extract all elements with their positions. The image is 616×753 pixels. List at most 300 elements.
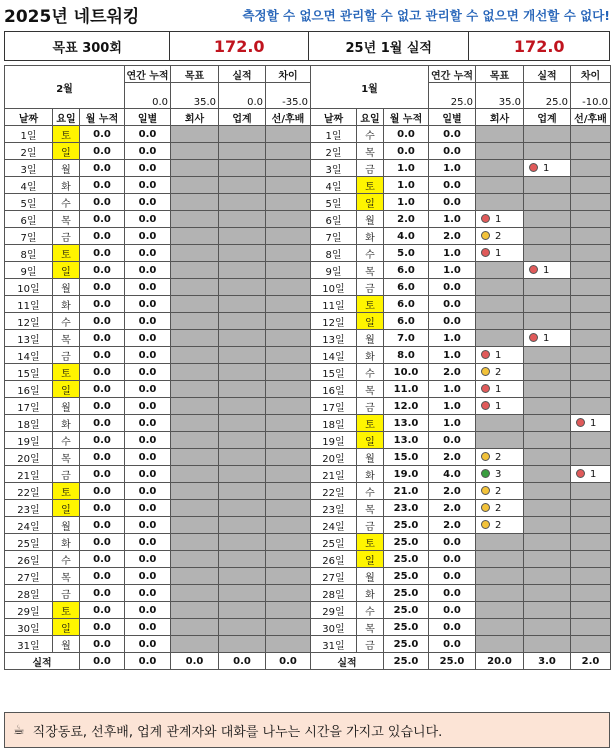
feb-month-cum-cell: 0.0 xyxy=(80,585,125,602)
table-row xyxy=(5,296,611,313)
feb-mentor-cell xyxy=(266,381,311,398)
jan-company-cell xyxy=(476,534,524,551)
feb-daily-cell: 0.0 xyxy=(125,262,171,279)
jan-weekday-cell: 수 xyxy=(357,364,384,381)
feb-mentor-cell xyxy=(266,466,311,483)
jan-weekday-cell: 월 xyxy=(357,449,384,466)
jan-weekday-cell: 일 xyxy=(357,432,384,449)
feb-date-cell: 10일 xyxy=(5,279,53,296)
feb-industry-cell xyxy=(219,177,266,194)
jan-industry-cell xyxy=(524,313,571,330)
feb-weekday-cell: 금 xyxy=(53,347,80,364)
feb-month-cum-cell: 0.0 xyxy=(80,262,125,279)
jan-mentor-cell xyxy=(571,398,611,415)
table-row xyxy=(5,466,611,483)
feb-weekday-cell: 목 xyxy=(53,211,80,228)
feb-mentor-cell xyxy=(266,245,311,262)
yellow-dot-icon xyxy=(481,367,490,376)
jan-mentor-cell xyxy=(571,551,611,568)
feb-month-cum-cell: 0.0 xyxy=(80,415,125,432)
red-dot-icon xyxy=(481,384,490,393)
jan-mentor-cell xyxy=(571,177,611,194)
feb-daily-cell: 0.0 xyxy=(125,194,171,211)
jan-date-cell: 30일 xyxy=(311,619,357,636)
jan-daily-cell: 0.0 xyxy=(429,296,476,313)
jan-company-cell xyxy=(476,126,524,143)
jan-month-cum-cell: 19.0 xyxy=(384,466,429,483)
feb-industry-cell xyxy=(219,415,266,432)
jan-date-cell: 4일 xyxy=(311,177,357,194)
table-row xyxy=(5,160,611,177)
jan-company-cell xyxy=(476,432,524,449)
table-row xyxy=(5,347,611,364)
jan-daily-cell: 0.0 xyxy=(429,568,476,585)
feb-mentor-cell xyxy=(266,330,311,347)
activity-count: 1 xyxy=(543,264,550,276)
feb-company-cell xyxy=(171,381,219,398)
jan-industry-cell xyxy=(524,415,571,432)
feb-industry-cell xyxy=(219,500,266,517)
jan-date-cell: 1일 xyxy=(311,126,357,143)
feb-industry-cell xyxy=(219,585,266,602)
table-row xyxy=(5,585,611,602)
jan-company-cell xyxy=(476,177,524,194)
feb-company-cell xyxy=(171,160,219,177)
feb-mentor-cell xyxy=(266,534,311,551)
feb-company-cell xyxy=(171,415,219,432)
jan-daily-cell: 2.0 xyxy=(429,517,476,534)
jan-date-cell: 6일 xyxy=(311,211,357,228)
activity-count: 1 xyxy=(495,400,502,412)
feb-date-cell: 9일 xyxy=(5,262,53,279)
jan-company-cell xyxy=(476,568,524,585)
jan-date-cell: 15일 xyxy=(311,364,357,381)
feb-company-cell xyxy=(171,534,219,551)
feb-daily-cell: 0.0 xyxy=(125,415,171,432)
feb-mentor-cell xyxy=(266,449,311,466)
feb-industry-cell xyxy=(219,449,266,466)
red-dot-icon xyxy=(529,163,538,172)
feb-industry-cell xyxy=(219,279,266,296)
jan-month-cum-cell: 25.0 xyxy=(384,517,429,534)
feb-company-cell xyxy=(171,245,219,262)
jan-month-cum-cell: 6.0 xyxy=(384,262,429,279)
feb-month-cum-cell: 0.0 xyxy=(80,551,125,568)
table-row xyxy=(5,313,611,330)
feb-month-cum-cell: 0.0 xyxy=(80,143,125,160)
jan-company-cell xyxy=(476,330,524,347)
feb-actual-label: 실적 xyxy=(219,66,266,83)
feb-mentor-cell xyxy=(266,551,311,568)
jan-month-cum-cell: 25.0 xyxy=(384,636,429,653)
feb-mentor-cell xyxy=(266,364,311,381)
total-row xyxy=(5,653,611,670)
jan-mentor-cell xyxy=(571,279,611,296)
jan-daily-cell: 4.0 xyxy=(429,466,476,483)
jan-company-cell xyxy=(476,619,524,636)
jan-month-cum-cell: 0.0 xyxy=(384,143,429,160)
jan-industry-cell xyxy=(524,381,571,398)
jan-daily-cell: 1.0 xyxy=(429,245,476,262)
jan-industry-cell xyxy=(524,500,571,517)
feb-mentor-cell xyxy=(266,296,311,313)
jan-month-cum-cell: 11.0 xyxy=(384,381,429,398)
jan-weekday-cell: 목 xyxy=(357,500,384,517)
feb-month-title: 2월 xyxy=(5,66,125,109)
feb-weekday-cell: 화 xyxy=(53,534,80,551)
feb-mentor-cell xyxy=(266,194,311,211)
feb-industry-cell xyxy=(219,143,266,160)
col-month-cum: 월 누적 xyxy=(80,109,125,126)
jan-daily-cell: 0.0 xyxy=(429,619,476,636)
jan-industry-cell xyxy=(524,449,571,466)
jan-month-cum-cell: 10.0 xyxy=(384,364,429,381)
jan-weekday-cell: 화 xyxy=(357,347,384,364)
jan-month-cum-cell: 15.0 xyxy=(384,449,429,466)
jan-date-cell: 17일 xyxy=(311,398,357,415)
jan-mentor-cell xyxy=(571,500,611,517)
feb-month-cum-cell: 0.0 xyxy=(80,228,125,245)
jan-company-cell xyxy=(476,551,524,568)
red-dot-icon xyxy=(576,469,585,478)
red-dot-icon xyxy=(576,418,585,427)
red-dot-icon xyxy=(481,401,490,410)
feb-date-cell: 22일 xyxy=(5,483,53,500)
feb-month-cum-cell: 0.0 xyxy=(80,636,125,653)
table-row xyxy=(5,636,611,653)
jan-industry-cell xyxy=(524,126,571,143)
jan-month-cum-cell: 1.0 xyxy=(384,177,429,194)
jan-date-cell: 28일 xyxy=(311,585,357,602)
feb-daily-cell: 0.0 xyxy=(125,602,171,619)
jan-daily-cell: 0.0 xyxy=(429,126,476,143)
jan-date-cell: 7일 xyxy=(311,228,357,245)
feb-weekday-cell: 토 xyxy=(53,602,80,619)
jan-mentor-cell xyxy=(571,194,611,211)
feb-industry-cell xyxy=(219,347,266,364)
goal-value: 172.0 xyxy=(170,32,309,60)
jan-daily-cell: 1.0 xyxy=(429,160,476,177)
yellow-dot-icon xyxy=(481,520,490,529)
table-row xyxy=(5,534,611,551)
jan-mentor-cell xyxy=(571,432,611,449)
col-daily: 일별 xyxy=(429,109,476,126)
jan-month-cum-cell: 25.0 xyxy=(384,619,429,636)
feb-weekday-cell: 화 xyxy=(53,177,80,194)
jan-daily-cell: 1.0 xyxy=(429,415,476,432)
feb-industry-cell xyxy=(219,364,266,381)
feb-date-cell: 7일 xyxy=(5,228,53,245)
jan-weekday-cell: 토 xyxy=(357,534,384,551)
jan-month-cum-cell: 25.0 xyxy=(384,534,429,551)
feb-weekday-cell: 일 xyxy=(53,262,80,279)
jan-date-cell: 13일 xyxy=(311,330,357,347)
feb-date-cell: 29일 xyxy=(5,602,53,619)
jan-industry-cell xyxy=(524,398,571,415)
jan-industry-cell xyxy=(524,619,571,636)
feb-date-cell: 21일 xyxy=(5,466,53,483)
feb-industry-cell xyxy=(219,568,266,585)
jan-mentor-cell xyxy=(571,143,611,160)
feb-company-cell xyxy=(171,296,219,313)
feb-daily-cell: 0.0 xyxy=(125,296,171,313)
feb-date-cell: 8일 xyxy=(5,245,53,262)
feb-daily-cell: 0.0 xyxy=(125,143,171,160)
feb-weekday-cell: 수 xyxy=(53,551,80,568)
feb-month-cum-cell: 0.0 xyxy=(80,330,125,347)
feb-weekday-cell: 월 xyxy=(53,398,80,415)
table-row xyxy=(5,364,611,381)
table-row xyxy=(5,279,611,296)
jan-weekday-cell: 월 xyxy=(357,211,384,228)
jan-company-cell xyxy=(476,347,524,364)
feb-mentor-cell xyxy=(266,313,311,330)
jan-weekday-cell: 월 xyxy=(357,568,384,585)
jan-mentor-cell xyxy=(571,228,611,245)
feb-company-cell xyxy=(171,194,219,211)
jan-daily-cell: 2.0 xyxy=(429,483,476,500)
feb-company-cell xyxy=(171,398,219,415)
jan-industry-cell xyxy=(524,347,571,364)
feb-industry-cell xyxy=(219,551,266,568)
feb-date-cell: 1일 xyxy=(5,126,53,143)
jan-mentor-cell xyxy=(571,126,611,143)
feb-daily-cell: 0.0 xyxy=(125,160,171,177)
feb-company-cell xyxy=(171,126,219,143)
jan-company-cell xyxy=(476,636,524,653)
feb-industry-cell xyxy=(219,194,266,211)
activity-count: 1 xyxy=(543,332,550,344)
jan-month-cum-cell: 13.0 xyxy=(384,432,429,449)
jan-actual-label: 실적 xyxy=(524,66,571,83)
feb-month-cum-cell: 0.0 xyxy=(80,177,125,194)
jan-company-cell xyxy=(476,517,524,534)
jan-mentor-cell xyxy=(571,517,611,534)
feb-company-cell xyxy=(171,636,219,653)
jan-daily-cell: 2.0 xyxy=(429,228,476,245)
feb-date-cell: 11일 xyxy=(5,296,53,313)
jan-industry-cell xyxy=(524,194,571,211)
feb-industry-cell xyxy=(219,296,266,313)
feb-date-cell: 18일 xyxy=(5,415,53,432)
activity-count: 2 xyxy=(495,519,502,531)
feb-month-cum-cell: 0.0 xyxy=(80,296,125,313)
feb-date-cell: 25일 xyxy=(5,534,53,551)
jan-weekday-cell: 금 xyxy=(357,279,384,296)
jan-date-cell: 12일 xyxy=(311,313,357,330)
activity-count: 1 xyxy=(495,247,502,259)
feb-total-mentor: 0.0 xyxy=(266,653,311,670)
feb-industry-cell xyxy=(219,330,266,347)
jan-company-cell xyxy=(476,143,524,160)
feb-weekday-cell: 목 xyxy=(53,449,80,466)
feb-company-cell xyxy=(171,500,219,517)
feb-date-cell: 3일 xyxy=(5,160,53,177)
jan-daily-cell: 1.0 xyxy=(429,211,476,228)
feb-month-cum-cell: 0.0 xyxy=(80,194,125,211)
jan-weekday-cell: 월 xyxy=(357,330,384,347)
jan-weekday-cell: 목 xyxy=(357,381,384,398)
jan-date-cell: 8일 xyxy=(311,245,357,262)
feb-company-cell xyxy=(171,551,219,568)
feb-target-label: 목표 xyxy=(171,66,219,83)
feb-daily-cell: 0.0 xyxy=(125,126,171,143)
feb-month-cum-cell: 0.0 xyxy=(80,211,125,228)
feb-daily-cell: 0.0 xyxy=(125,279,171,296)
feb-mentor-cell xyxy=(266,568,311,585)
jan-month-cum-cell: 8.0 xyxy=(384,347,429,364)
jan-month-cum-cell: 2.0 xyxy=(384,211,429,228)
jan-company-cell xyxy=(476,262,524,279)
feb-company-cell xyxy=(171,619,219,636)
feb-month-cum-cell: 0.0 xyxy=(80,500,125,517)
jan-weekday-cell: 화 xyxy=(357,466,384,483)
table-row xyxy=(5,619,611,636)
jan-mentor-cell xyxy=(571,313,611,330)
feb-weekday-cell: 토 xyxy=(53,126,80,143)
feb-daily-cell: 0.0 xyxy=(125,466,171,483)
feb-mentor-cell xyxy=(266,483,311,500)
table-row xyxy=(5,602,611,619)
feb-industry-cell xyxy=(219,619,266,636)
feb-company-cell xyxy=(171,568,219,585)
feb-mentor-cell xyxy=(266,602,311,619)
jan-industry-cell xyxy=(524,364,571,381)
jan-weekday-cell: 토 xyxy=(357,415,384,432)
feb-month-cum-cell: 0.0 xyxy=(80,619,125,636)
jan-month-cum-cell: 25.0 xyxy=(384,568,429,585)
feb-weekday-cell: 토 xyxy=(53,364,80,381)
page-title: 2025년 네트워킹 xyxy=(4,7,140,27)
jan-company-cell xyxy=(476,211,524,228)
jan-mentor-cell xyxy=(571,364,611,381)
feb-daily-cell: 0.0 xyxy=(125,330,171,347)
feb-weekday-cell: 일 xyxy=(53,500,80,517)
feb-month-cum-cell: 0.0 xyxy=(80,602,125,619)
jan-weekday-cell: 토 xyxy=(357,296,384,313)
table-row xyxy=(5,398,611,415)
col-company: 회사 xyxy=(171,109,219,126)
jan-date-cell: 19일 xyxy=(311,432,357,449)
table-row xyxy=(5,483,611,500)
table-row xyxy=(5,432,611,449)
jan-diff-label: 차이 xyxy=(571,66,611,83)
jan-industry-cell xyxy=(524,177,571,194)
activity-count: 1 xyxy=(495,213,502,225)
jan-mentor-cell xyxy=(571,466,611,483)
jan-company-cell xyxy=(476,602,524,619)
table-row xyxy=(5,143,611,160)
jan-company-cell xyxy=(476,194,524,211)
feb-company-cell xyxy=(171,483,219,500)
red-dot-icon xyxy=(481,350,490,359)
yellow-dot-icon xyxy=(481,231,490,240)
red-dot-icon xyxy=(529,265,538,274)
table-row xyxy=(5,568,611,585)
feb-mentor-cell xyxy=(266,398,311,415)
note-box xyxy=(4,712,610,748)
jan-daily-cell: 2.0 xyxy=(429,449,476,466)
jan-daily-cell: 0.0 xyxy=(429,279,476,296)
jan-date-cell: 3일 xyxy=(311,160,357,177)
jan-total-company: 20.0 xyxy=(476,653,524,670)
table-row xyxy=(5,500,611,517)
jan-annual-label: 연간 누적 xyxy=(429,66,476,83)
feb-industry-cell xyxy=(219,534,266,551)
feb-daily-cell: 0.0 xyxy=(125,432,171,449)
feb-diff-label: 차이 xyxy=(266,66,311,83)
jan-weekday-cell: 목 xyxy=(357,619,384,636)
jan-industry-cell xyxy=(524,602,571,619)
feb-company-cell xyxy=(171,313,219,330)
activity-count: 2 xyxy=(495,230,502,242)
jan-daily-cell: 1.0 xyxy=(429,262,476,279)
jan-mentor-cell xyxy=(571,483,611,500)
jan-month-cum-cell: 6.0 xyxy=(384,279,429,296)
feb-daily-cell: 0.0 xyxy=(125,619,171,636)
jan-daily-cell: 1.0 xyxy=(429,398,476,415)
feb-company-cell xyxy=(171,347,219,364)
feb-month-cum-cell: 0.0 xyxy=(80,432,125,449)
col-company: 회사 xyxy=(476,109,524,126)
feb-month-cum-cell: 0.0 xyxy=(80,483,125,500)
jan-weekday-cell: 일 xyxy=(357,551,384,568)
jan-company-cell xyxy=(476,483,524,500)
feb-weekday-cell: 화 xyxy=(53,296,80,313)
jan-company-cell xyxy=(476,398,524,415)
jan-mentor-cell xyxy=(571,262,611,279)
feb-daily-cell: 0.0 xyxy=(125,568,171,585)
feb-diff-value: -35.0 xyxy=(266,83,311,109)
feb-weekday-cell: 금 xyxy=(53,466,80,483)
feb-mentor-cell xyxy=(266,432,311,449)
feb-target-value: 35.0 xyxy=(171,83,219,109)
jan-mentor-cell xyxy=(571,330,611,347)
jan-industry-cell xyxy=(524,466,571,483)
jan-weekday-cell: 수 xyxy=(357,602,384,619)
table-row xyxy=(5,177,611,194)
feb-month-cum-cell: 0.0 xyxy=(80,313,125,330)
feb-company-cell xyxy=(171,602,219,619)
yellow-dot-icon xyxy=(481,503,490,512)
jan-daily-cell: 0.0 xyxy=(429,143,476,160)
jan-mentor-cell xyxy=(571,415,611,432)
jan-mentor-cell xyxy=(571,296,611,313)
feb-industry-cell xyxy=(219,432,266,449)
feb-daily-cell: 0.0 xyxy=(125,228,171,245)
feb-industry-cell xyxy=(219,228,266,245)
jan-daily-cell: 0.0 xyxy=(429,313,476,330)
yellow-dot-icon xyxy=(481,452,490,461)
jan-company-cell xyxy=(476,381,524,398)
jan-month-cum-cell: 13.0 xyxy=(384,415,429,432)
jan-date-cell: 31일 xyxy=(311,636,357,653)
jan-date-cell: 20일 xyxy=(311,449,357,466)
table-row xyxy=(5,517,611,534)
jan-mentor-cell xyxy=(571,211,611,228)
feb-daily-cell: 0.0 xyxy=(125,636,171,653)
jan-industry-cell xyxy=(524,296,571,313)
jan-daily-cell: 0.0 xyxy=(429,602,476,619)
jan-daily-cell: 0.0 xyxy=(429,194,476,211)
activity-count: 1 xyxy=(495,349,502,361)
feb-weekday-cell: 월 xyxy=(53,517,80,534)
feb-company-cell xyxy=(171,177,219,194)
feb-daily-cell: 0.0 xyxy=(125,347,171,364)
jan-mentor-cell xyxy=(571,568,611,585)
jan-daily-cell: 0.0 xyxy=(429,551,476,568)
feb-total-month: 0.0 xyxy=(80,653,125,670)
